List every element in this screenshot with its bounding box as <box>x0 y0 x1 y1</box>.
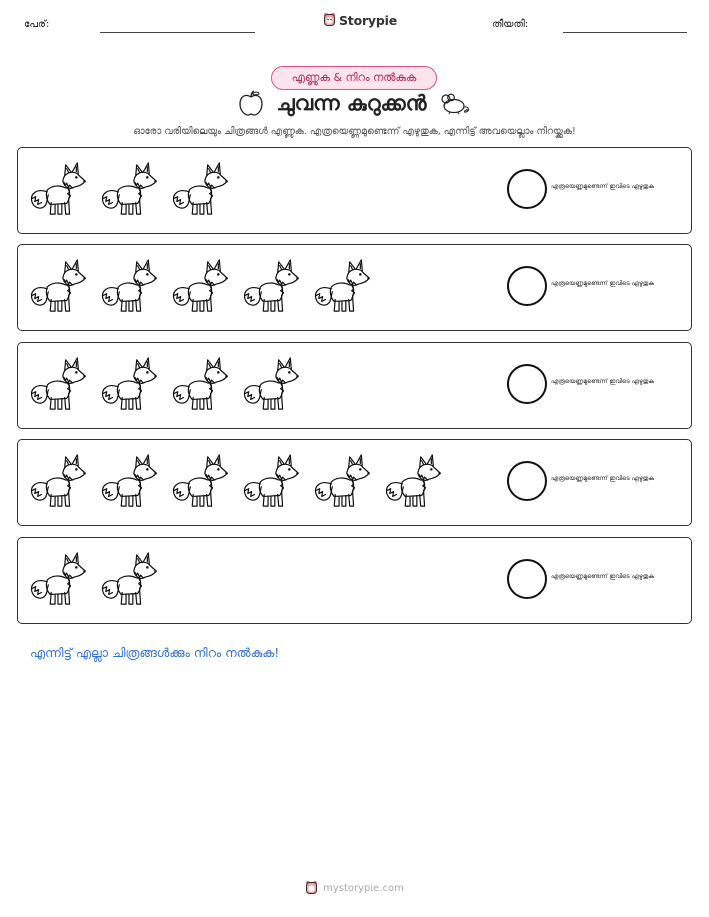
fox-icon <box>241 450 299 510</box>
fox-icon <box>99 158 157 218</box>
brand-name: Storypie <box>339 12 397 28</box>
mouse-icon <box>438 91 472 115</box>
brand-logo <box>323 12 397 28</box>
fox-icon <box>241 255 299 315</box>
answer-label: എത്രയെണ്ണമുണ്ടെന്ന് ഇവിടെ എഴുതുക <box>551 378 654 385</box>
fox-group <box>28 548 157 608</box>
fox-icon <box>28 450 86 510</box>
answer-label: എത്രയെണ്ണമുണ്ടെന്ന് ഇവിടെ എഴുതുക <box>551 280 654 287</box>
footer-site <box>0 880 709 896</box>
fox-icon <box>312 450 370 510</box>
fox-group <box>28 158 228 218</box>
counting-row-1 <box>17 147 692 234</box>
fox-group <box>28 353 299 413</box>
answer-label: എത്രയെണ്ണമുണ്ടെന്ന് ഇവിടെ എഴുതുക <box>551 573 654 580</box>
fox-icon <box>28 158 86 218</box>
answer-circle[interactable] <box>507 266 547 306</box>
fox-icon <box>383 450 441 510</box>
counting-row-5 <box>17 537 692 624</box>
apple-icon <box>237 89 265 117</box>
answer-circle[interactable] <box>507 461 547 501</box>
fox-icon <box>28 353 86 413</box>
counting-row-3 <box>17 342 692 429</box>
title-row <box>0 89 709 117</box>
storypie-logo-icon <box>323 12 336 28</box>
fox-group <box>28 255 370 315</box>
answer-circle[interactable] <box>507 364 547 404</box>
instructions: ഓരോ വരിയിലെയും ചിത്രങ്ങൾ എണ്ണുക. എത്രയെണ്ണമുണ്ടെന്ന് എഴുതുക, എന്നിട്ട് അവയെല്ലാം നിറയ്ക്കുക! <box>133 126 576 137</box>
fox-icon <box>170 255 228 315</box>
date-field-line[interactable] <box>563 32 687 33</box>
storypie-logo-icon <box>305 880 318 896</box>
coloring-instruction: എന്നിട്ട് എല്ലാ ചിത്രങ്ങൾക്കും നിറം നൽകുക! <box>30 645 280 660</box>
answer-circle[interactable] <box>507 559 547 599</box>
fox-icon <box>170 353 228 413</box>
answer-circle[interactable] <box>507 169 547 209</box>
fox-icon <box>170 158 228 218</box>
site-url[interactable]: mystorypie.com <box>323 882 404 894</box>
fox-icon <box>28 255 86 315</box>
counting-row-4 <box>17 439 692 526</box>
fox-icon <box>28 548 86 608</box>
fox-icon <box>99 255 157 315</box>
fox-icon <box>99 353 157 413</box>
activity-badge <box>271 66 437 90</box>
answer-label: എത്രയെണ്ണമുണ്ടെന്ന് ഇവിടെ എഴുതുക <box>551 475 654 482</box>
answer-label: എത്രയെണ്ണമുണ്ടെന്ന് ഇവിടെ എഴുതുക <box>551 183 654 190</box>
fox-icon <box>312 255 370 315</box>
fox-icon <box>99 450 157 510</box>
page-title: ചുവന്ന കുറുക്കൻ <box>276 90 427 115</box>
fox-icon <box>170 450 228 510</box>
fox-icon <box>99 548 157 608</box>
name-field-line[interactable] <box>100 32 255 33</box>
name-label: പേര്: <box>24 19 50 30</box>
counting-row-2 <box>17 244 692 331</box>
date-label: തീയതി: <box>492 19 529 30</box>
activity-badge-text: എണ്ണുക & നിറം നൽകുക <box>291 71 417 84</box>
fox-group <box>28 450 441 510</box>
fox-icon <box>241 353 299 413</box>
